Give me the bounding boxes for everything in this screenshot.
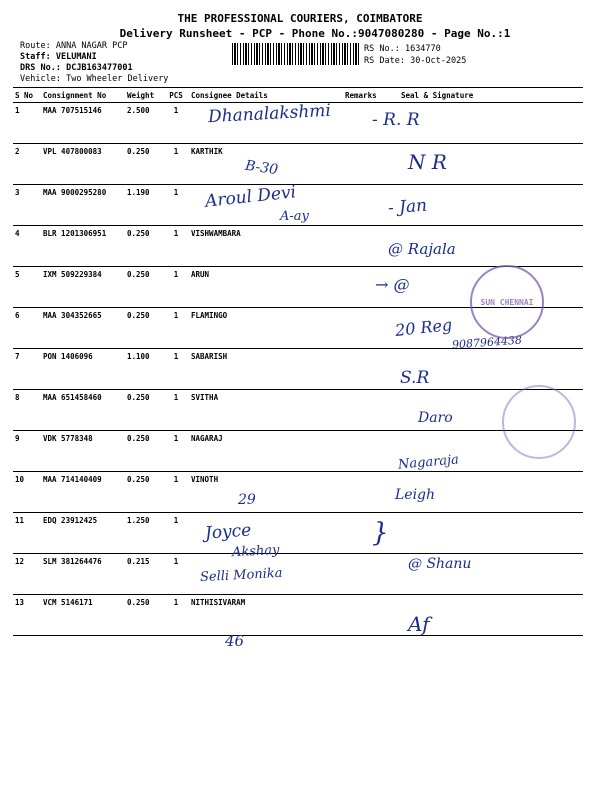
- stamp-text: SUN CHENNAI: [480, 297, 534, 307]
- row-sno: 12: [13, 554, 41, 595]
- handwritten-signature-10: Leigh: [395, 487, 436, 503]
- row-pcs: 1: [163, 595, 189, 636]
- drs-label: DRS No.:: [20, 63, 61, 73]
- row-consignment-no: BLR 1201306951: [41, 226, 125, 267]
- vehicle-value: Two Wheeler Delivery: [66, 74, 169, 84]
- row-pcs: 1: [163, 513, 189, 554]
- row-weight: 0.250: [125, 595, 163, 636]
- row-sno: 6: [13, 308, 41, 349]
- table-row: [13, 431, 583, 472]
- row-pcs: 1: [163, 103, 189, 144]
- table-row: [13, 513, 583, 554]
- handwritten-consignee-1: Dhanalakshmi: [207, 100, 332, 128]
- handwritten-bracket-11: }: [372, 518, 389, 548]
- row-consignee: NAGARAJ: [189, 431, 343, 472]
- rs-date-label: RS Date:: [364, 56, 405, 66]
- handwritten-note-10: 29: [238, 492, 256, 508]
- row-weight: 0.250: [125, 431, 163, 472]
- handwritten-signature-7: S.R: [400, 368, 430, 388]
- rs-no-line: [364, 44, 441, 54]
- col-pcs: PCS: [163, 88, 189, 103]
- company-seal-stamp: [470, 265, 544, 339]
- row-consignment-no: VPL 407800083: [41, 144, 125, 185]
- row-pcs: 1: [163, 144, 189, 185]
- handwritten-consignee-3: Aroul Devi: [204, 182, 297, 212]
- row-consignee: NITHISIVARAM: [189, 595, 343, 636]
- rs-no-value: 1634770: [404, 44, 441, 54]
- row-pcs: 1: [163, 185, 189, 226]
- row-consignment-no: PON 1406096: [41, 349, 125, 390]
- row-consignment-no: MAA 651458460: [41, 390, 125, 431]
- vehicle-label: Vehicle:: [20, 74, 61, 84]
- row-remarks: [343, 431, 399, 472]
- row-weight: 0.250: [125, 144, 163, 185]
- row-remarks: [343, 513, 399, 554]
- row-sno: 2: [13, 144, 41, 185]
- table-row: [13, 226, 583, 267]
- handwritten-signature-4: @ Rajala: [388, 240, 456, 258]
- row-weight: 0.250: [125, 390, 163, 431]
- row-sno: 13: [13, 595, 41, 636]
- row-consignment-no: IXM 509229384: [41, 267, 125, 308]
- route-value: ANNA NAGAR PCP: [55, 41, 128, 51]
- row-weight: 0.250: [125, 308, 163, 349]
- handwritten-signature-9: Nagaraja: [397, 452, 460, 473]
- row-consignee: ARUN: [189, 267, 343, 308]
- table-row: [13, 349, 583, 390]
- col-consignment: Consignment No: [41, 88, 125, 103]
- row-pcs: 1: [163, 390, 189, 431]
- row-consignee: KARTHIK: [189, 144, 343, 185]
- row-consignment-no: SLM 381264476: [41, 554, 125, 595]
- row-remarks: [343, 595, 399, 636]
- table-row: [13, 554, 583, 595]
- row-consignee: VISHWAMBARA: [189, 226, 343, 267]
- row-weight: 0.215: [125, 554, 163, 595]
- row-consignee: SVITHA: [189, 390, 343, 431]
- handwritten-signature-1: - R. R: [372, 110, 420, 130]
- handwritten-signature-12: @ Shanu: [408, 556, 472, 572]
- row-sno: 4: [13, 226, 41, 267]
- sheet-title: Delivery Runsheet - PCP - Phone No.:9047080280 - Page No.:1: [119, 27, 511, 40]
- col-signature: Seal & Signature: [399, 88, 583, 103]
- col-remarks: Remarks: [343, 88, 399, 103]
- row-pcs: 1: [163, 349, 189, 390]
- row-weight: 1.250: [125, 513, 163, 554]
- handwritten-signature-3: - Jan: [387, 195, 428, 219]
- row-pcs: 1: [163, 267, 189, 308]
- drs-line: [20, 63, 133, 73]
- row-consignment-no: MAA 714140409: [41, 472, 125, 513]
- row-signature: [399, 103, 583, 144]
- row-consignment-no: VCM 5146171: [41, 595, 125, 636]
- rs-no-label: RS No.:: [364, 44, 400, 54]
- handwritten-consignee-11: Joyce: [204, 520, 252, 544]
- handwritten-note-2: B-30: [244, 157, 280, 179]
- table-row: [13, 595, 583, 636]
- row-remarks: [343, 554, 399, 595]
- staff-label: Staff:: [20, 52, 51, 62]
- route-line: [20, 41, 128, 51]
- row-pcs: 1: [163, 226, 189, 267]
- row-weight: 0.250: [125, 472, 163, 513]
- row-sno: 7: [13, 349, 41, 390]
- handwritten-note-13: 46: [225, 632, 245, 650]
- handwritten-signature-13: Af: [408, 612, 430, 636]
- barcode-icon: [232, 43, 360, 65]
- row-weight: 0.250: [125, 226, 163, 267]
- row-pcs: 1: [163, 431, 189, 472]
- row-remarks: [343, 390, 399, 431]
- row-sno: 1: [13, 103, 41, 144]
- row-consignee: SABARISH: [189, 349, 343, 390]
- row-weight: 2.500: [125, 103, 163, 144]
- vehicle-line: [20, 74, 168, 84]
- runsheet-table: [13, 87, 583, 636]
- handwritten-phone-6: 9087964438: [451, 333, 523, 352]
- handwritten-signature-6: 20 Reg: [394, 315, 454, 340]
- table-row: [13, 472, 583, 513]
- col-consignee: Consignee Details: [189, 88, 343, 103]
- row-sno: 5: [13, 267, 41, 308]
- row-remarks: [343, 308, 399, 349]
- row-consignment-no: VDK 5778348: [41, 431, 125, 472]
- row-consignee: FLAMINGO: [189, 308, 343, 349]
- rs-date-line: [364, 56, 466, 66]
- staff-value: VELUMANI: [55, 52, 97, 62]
- row-pcs: 1: [163, 472, 189, 513]
- table-header-row: [13, 88, 583, 103]
- row-consignment-no: EDQ 23912425: [41, 513, 125, 554]
- row-sno: 3: [13, 185, 41, 226]
- row-pcs: 1: [163, 554, 189, 595]
- row-consignee: VINOTH: [189, 472, 343, 513]
- row-sno: 11: [13, 513, 41, 554]
- row-consignment-no: MAA 707515146: [41, 103, 125, 144]
- row-weight: 1.190: [125, 185, 163, 226]
- row-sno: 9: [13, 431, 41, 472]
- rs-date-value: 30-Oct-2025: [410, 56, 467, 66]
- drs-value: DCJB163477001: [66, 63, 133, 73]
- handwritten-signature-8: Daro: [418, 410, 453, 426]
- table-row: [13, 390, 583, 431]
- handwritten-consignee-3b: A-ay: [280, 209, 309, 224]
- row-weight: 1.100: [125, 349, 163, 390]
- row-consignment-no: MAA 9000295280: [41, 185, 125, 226]
- staff-line: [20, 52, 97, 62]
- row-sno: 10: [13, 472, 41, 513]
- row-remarks: [343, 144, 399, 185]
- route-label: Route:: [20, 41, 51, 51]
- row-weight: 0.250: [125, 267, 163, 308]
- handwritten-consignee-11b: Akshay: [231, 542, 280, 561]
- table-row: [13, 144, 583, 185]
- row-remarks: [343, 349, 399, 390]
- row-signature: [399, 513, 583, 554]
- col-sno: S No: [13, 88, 41, 103]
- row-sno: 8: [13, 390, 41, 431]
- col-weight: Weight: [125, 88, 163, 103]
- row-consignment-no: MAA 304352665: [41, 308, 125, 349]
- handwritten-signature-2: N R: [408, 150, 447, 174]
- handwritten-signature-5: → @: [375, 275, 410, 294]
- row-remarks: [343, 472, 399, 513]
- row-pcs: 1: [163, 308, 189, 349]
- company-seal-stamp-2: [502, 385, 576, 459]
- handwritten-consignee-12: Selli Monika: [199, 565, 283, 586]
- company-title: THE PROFESSIONAL COURIERS, COIMBATORE: [177, 12, 423, 25]
